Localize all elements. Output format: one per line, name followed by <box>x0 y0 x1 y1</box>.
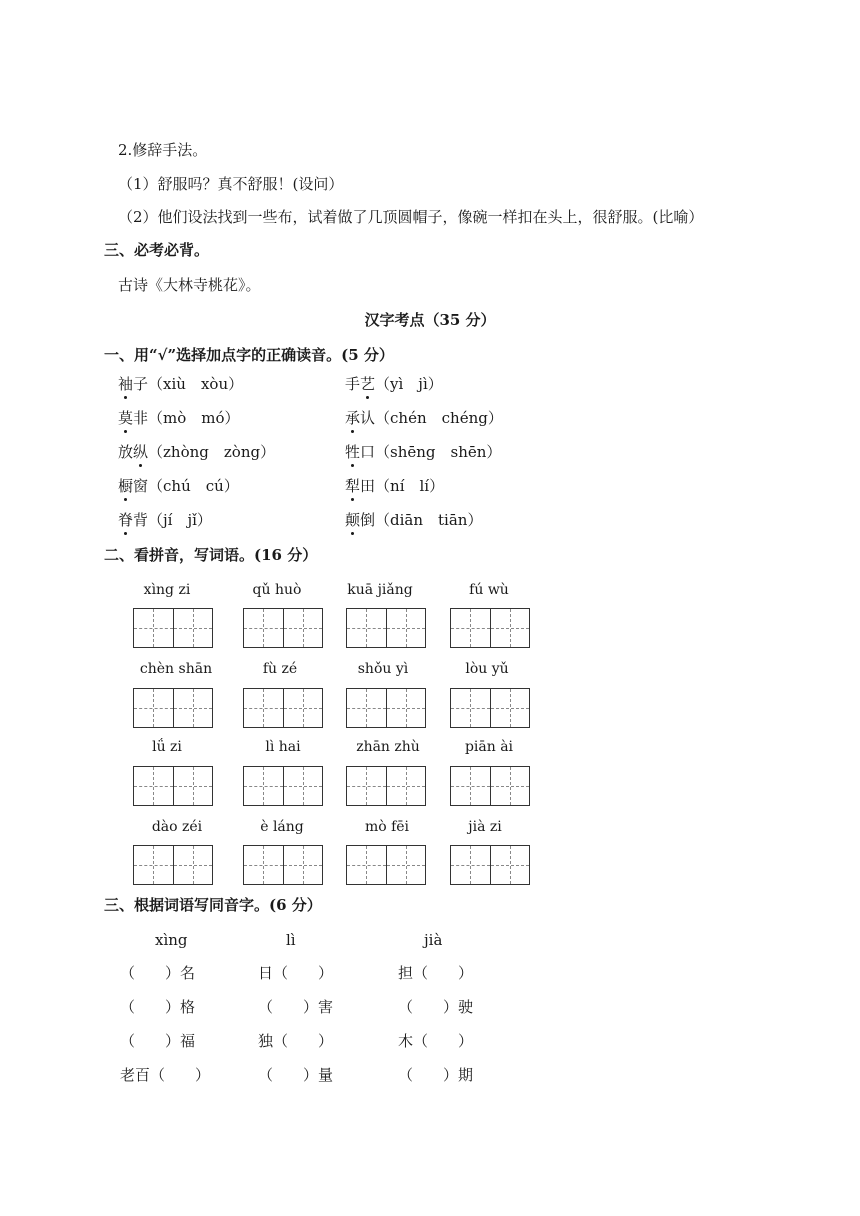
homophone-blank[interactable]: 日（ ） <box>258 964 334 982</box>
char: 放 <box>118 443 134 461</box>
pinyin-label: chèn shān <box>139 661 213 677</box>
homophone-blank[interactable]: （ ）量 <box>258 1066 334 1084</box>
options: （shēng shēn） <box>375 443 502 461</box>
dotted-char: 牲 <box>345 443 361 461</box>
q1-item <box>118 374 243 394</box>
writing-grid[interactable] <box>346 845 426 885</box>
pinyin-label: piān ài <box>464 739 514 755</box>
options: （mò mó） <box>148 409 240 427</box>
char: 手 <box>345 375 361 393</box>
q1-item <box>345 408 503 428</box>
pinyin-label: lǘ zi <box>152 739 182 755</box>
pinyin-label: shǒu yì <box>357 661 409 677</box>
writing-grid[interactable] <box>346 766 426 806</box>
writing-grid[interactable] <box>133 766 213 806</box>
item-2-title: 2.修辞手法。 <box>118 141 208 159</box>
q2-heading: 二、看拼音，写词语。(16 分） <box>104 546 318 564</box>
homophone-pinyin: lì <box>286 931 296 949</box>
char: 田 <box>360 477 376 495</box>
writing-grid[interactable] <box>450 766 530 806</box>
homophone-blank[interactable]: 木（ ） <box>398 1032 474 1050</box>
writing-grid[interactable] <box>450 688 530 728</box>
homophone-blank[interactable]: 独（ ） <box>258 1032 334 1050</box>
dotted-char: 承 <box>345 409 361 427</box>
q3-heading: 三、根据词语写同音字。(6 分） <box>104 896 322 914</box>
options: （yì jì） <box>375 375 443 393</box>
dotted-char: 纵 <box>133 443 149 461</box>
dotted-char: 袖 <box>118 375 134 393</box>
q1-item <box>118 476 239 496</box>
homophone-pinyin: xìng <box>155 931 188 949</box>
homophone-blank[interactable]: 老百（ ） <box>120 1066 211 1084</box>
options: （jí jǐ） <box>148 511 212 529</box>
pinyin-label: fù zé <box>262 661 298 677</box>
homophone-blank[interactable]: （ ）驶 <box>398 998 474 1016</box>
options: （diān tiān） <box>375 511 483 529</box>
char: 非 <box>133 409 149 427</box>
pinyin-label: mò fēi <box>364 819 410 835</box>
options: （xiù xòu） <box>148 375 244 393</box>
char: 窗 <box>133 477 149 495</box>
homophone-blank[interactable]: （ ）格 <box>120 998 196 1016</box>
dotted-char: 犁 <box>345 477 361 495</box>
writing-grid[interactable] <box>243 845 323 885</box>
poem-title: 古诗《大林寺桃花》。 <box>118 276 261 294</box>
pinyin-label: jià zi <box>468 819 502 835</box>
homophone-blank[interactable]: 担（ ） <box>398 964 474 982</box>
homophone-blank[interactable]: （ ）害 <box>258 998 334 1016</box>
pinyin-label: qǔ huò <box>252 582 302 598</box>
homophone-pinyin: jià <box>424 931 443 949</box>
writing-grid[interactable] <box>243 608 323 648</box>
q1-item <box>345 374 443 394</box>
pinyin-label: fú wù <box>469 582 509 598</box>
writing-grid[interactable] <box>450 608 530 648</box>
rhetoric-example-2: （2）他们设法找到一些布，试着做了几顶圆帽子，像碗一样扣在头上，很舒服。(比喻） <box>118 208 704 226</box>
q1-item <box>118 510 212 530</box>
q1-item <box>345 442 501 462</box>
char: 认 <box>360 409 376 427</box>
options: （zhòng zòng） <box>148 443 276 461</box>
writing-grid[interactable] <box>243 688 323 728</box>
options: （chén chéng） <box>375 409 503 427</box>
char: 口 <box>360 443 376 461</box>
writing-grid[interactable] <box>133 608 213 648</box>
dotted-char: 橱 <box>118 477 134 495</box>
options: （ní lí） <box>375 477 445 495</box>
q1-item <box>345 476 444 496</box>
pinyin-label: kuā jiǎng <box>347 582 413 598</box>
homophone-blank[interactable]: （ ）名 <box>120 964 196 982</box>
dotted-char: 颠 <box>345 511 361 529</box>
dotted-char: 脊 <box>118 511 134 529</box>
pinyin-label: zhān zhù <box>356 739 420 755</box>
dotted-char: 艺 <box>360 375 376 393</box>
must-recite-heading: 三、必考必背。 <box>104 241 210 259</box>
pinyin-label: dào zéi <box>151 819 203 835</box>
char: 倒 <box>360 511 376 529</box>
pinyin-label: lì hai <box>265 739 301 755</box>
writing-grid[interactable] <box>133 688 213 728</box>
section-title: 汉字考点（35 分） <box>364 311 496 329</box>
homophone-blank[interactable]: （ ）期 <box>398 1066 474 1084</box>
char: 子 <box>133 375 149 393</box>
writing-grid[interactable] <box>450 845 530 885</box>
q1-heading: 一、用“√”选择加点字的正确读音。(5 分） <box>104 346 394 364</box>
pinyin-label: xìng zi <box>143 582 191 598</box>
options: （chú cú） <box>148 477 239 495</box>
writing-grid[interactable] <box>133 845 213 885</box>
rhetoric-example-1: （1）舒服吗？真不舒服！(设问） <box>118 175 344 193</box>
writing-grid[interactable] <box>346 608 426 648</box>
char: 背 <box>133 511 149 529</box>
q1-item <box>345 510 482 530</box>
pinyin-label: lòu yǔ <box>465 661 509 677</box>
q1-item <box>118 442 275 462</box>
homophone-blank[interactable]: （ ）福 <box>120 1032 196 1050</box>
writing-grid[interactable] <box>346 688 426 728</box>
q1-item <box>118 408 240 428</box>
writing-grid[interactable] <box>243 766 323 806</box>
pinyin-label: è láng <box>260 819 304 835</box>
dotted-char: 莫 <box>118 409 134 427</box>
